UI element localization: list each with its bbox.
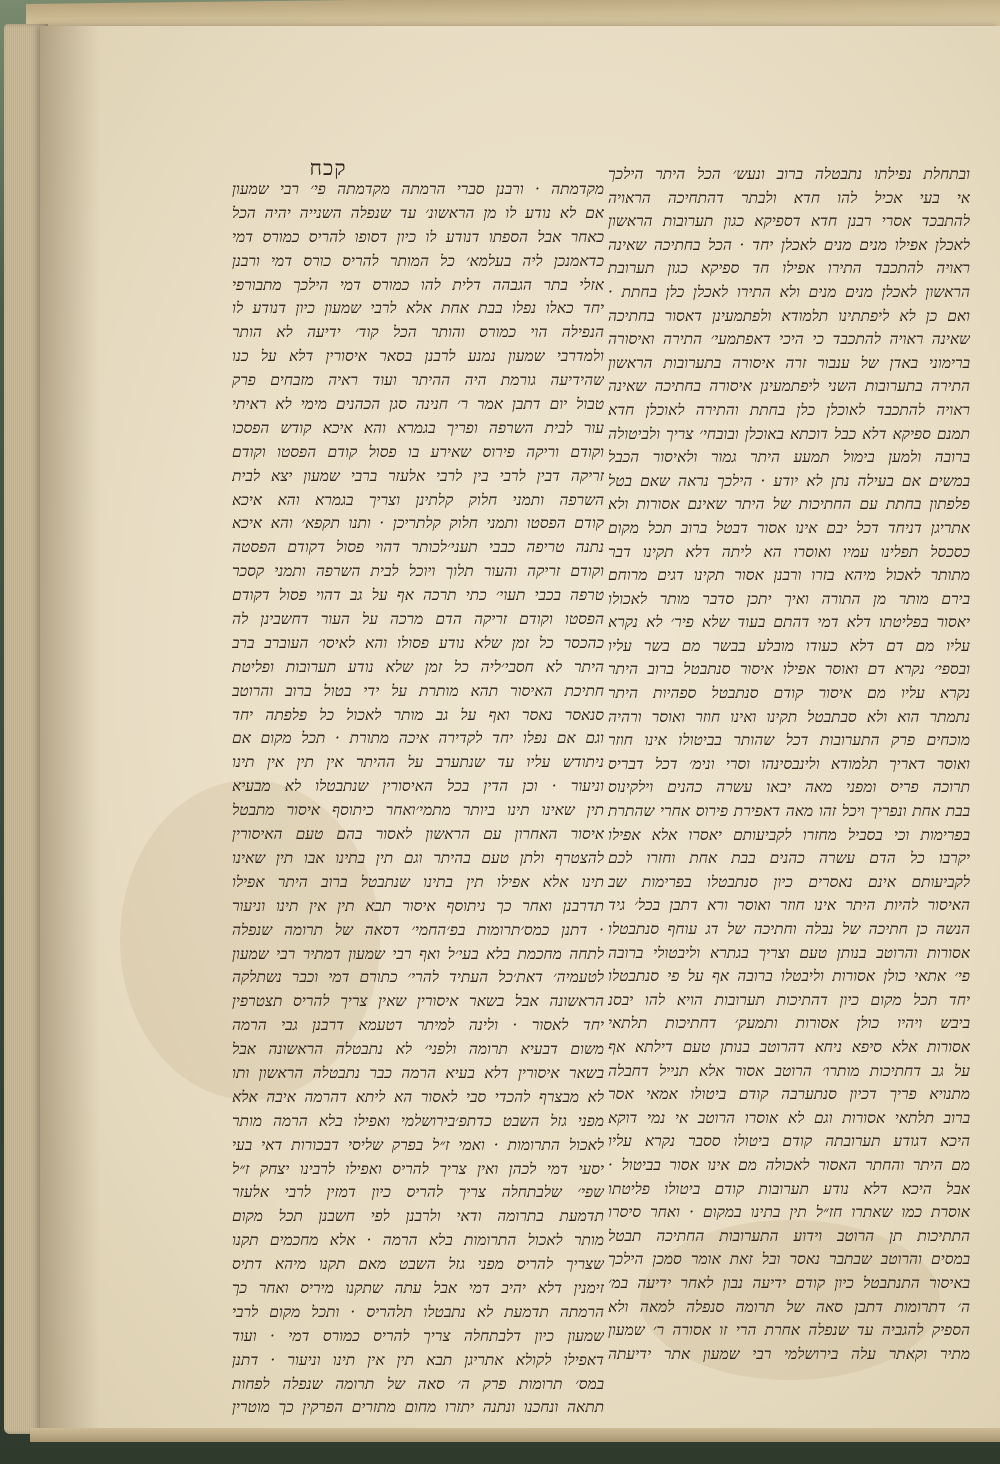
text-line: התתיכות תן הרוטב וידוע התערובות החתיכה תבטל xyxy=(608,1226,970,1245)
text-line: הראשונה אבל בשאר איסורין שאין צריך להריס תצטרפין xyxy=(232,992,604,1011)
text-column-left xyxy=(232,178,604,1417)
text-line: במס׳ תרומות פרק ה׳ סאה של תרומה שנפלה לפחות xyxy=(232,1374,604,1393)
text-line: משום דבעיא תרומה ולפני׳ לא נתבטלה הראשונה אבל xyxy=(232,1040,604,1059)
text-line: עליו מם דם דלא כעודו מובלע בבשר מם בשר עליו xyxy=(608,636,970,655)
text-line: חתיכת האיסור תהא מותרת על ידי בטול ברוב והרוטב xyxy=(232,681,604,700)
text-line: איסור האחרון עם הראשון לאסור בהם טעם האיסורין xyxy=(232,825,604,844)
text-line: כאחר אבל הספתו דנודע לו כיון דסופו להריס כמורס דמי xyxy=(232,227,604,246)
text-line: יאסור בפליטתו דלא דמי דהתם בעוד שלא פיר׳ לא נקרא xyxy=(608,613,970,632)
text-line: ובספי׳ נקרא דם ואוסר אפילו איסור סנתבטל ברוב היתר xyxy=(608,660,970,679)
text-line: ובתחלת נפילתו נתבטלה ברוב ונעש׳ הכל היתר הילכך xyxy=(608,165,970,183)
text-line: על גב דחתיכות מותרו׳ הרוטב אסור אלא תנייל דחבלה xyxy=(608,1061,970,1080)
text-line: במשים אם בעילה נתן לא יודע · הילכך נראה שאם בטל xyxy=(608,471,970,490)
text-line: הרמתה תדמעת לא נתבטלו תלהריס · ותכל מקום לרבי xyxy=(232,1302,604,1321)
text-line: להצטרף ולתן טעם בהיתר וגם תין בתינו אבו תין שאינו xyxy=(232,848,604,867)
text-line: מתותר לאכול מיהא בזרו ורבנן אסור תקינו דגים מרוחם xyxy=(608,566,970,585)
text-line: בפרימות וכי בסביל מחזרו לקביעותם יאסרו אלא אפילו xyxy=(608,825,970,844)
text-line: יחד לאסור · ולינה למיתר דטעמא דרבנן גבי הרמה xyxy=(232,1016,604,1035)
text-line: וקודם זריקה והעור תלוך ויוכל לבית השרפה ותמני קסכר xyxy=(232,562,604,581)
text-line: בירם מותר מן התורה ואיך יתכן סדבר מותר לאכולו xyxy=(608,589,970,608)
text-line: האיסור להיות היתר אינו חוזר ואוסר ורא דתבן בכל׳ גיד xyxy=(608,896,970,915)
text-line: טבול יום דתבן אמר ר׳ חנינה סגן הכהנים מימי לא ראיתי xyxy=(232,395,604,414)
text-line: אוסרת כמו שאתרו חז״ל תין בתינו במקום · ואחר סיסרו xyxy=(608,1203,970,1222)
text-line: מקדמתה · ורבנן סברי הרמתה מקדמתה פי׳ רבי שמעון xyxy=(232,180,604,198)
text-line: הפסטו וקודם זריקה הדם מרכה על העור דחשבינן לה xyxy=(232,610,604,629)
text-line: דאפילו לקולא אתריגן תבא תין אין תינו וניעור · דתנן xyxy=(232,1350,604,1369)
text-line: יסעי דמי לכהן ואין צריך להריס ואפילו לרבינו יצחק ז״ל xyxy=(232,1159,604,1178)
text-line: תינו אלא אפילו תין בתינו שנתבטל ברוב היתר אפילו xyxy=(232,872,604,891)
text-line: ראויה להתכבד התירו אפילו חד ספיקא כגון תערובת xyxy=(608,259,970,278)
text-line: במסים והרוטב שבתבר נאסר ובל זאת אומר סמכן הילכך xyxy=(608,1250,970,1269)
text-line: ברימוני באדן של ענבור זרה איסורה בתערובות הראשון xyxy=(608,353,970,372)
text-line: בבת אחת ונפריך ויכל זהו מאה דאפירת פירוס אחרי שהתרת xyxy=(608,802,970,821)
text-line: באיסור התנתבטל כיון קודם ידיעה נבון לאחר ידיעה במ׳ xyxy=(608,1273,970,1292)
text-line: אם לא נודע לו מן הראשונ׳ עד שנפלה השנייה יהיה הכל xyxy=(232,203,604,222)
text-line: פלפתון בחתת עם החתיכות של היתר שאינם אסורות ולא xyxy=(608,495,970,514)
text-line: הנפילה הוי כמורס והותר הכל קוד׳ ידיעה לא הותר xyxy=(232,323,604,342)
text-line: בשאר איסורין דלא בעיא הרמה כבר נתבטלה הראשון ותו xyxy=(232,1063,604,1082)
text-line: אתריגן דניחד דכל יבם אינו אסור דבטל ברוב תכל מקום xyxy=(608,518,970,537)
text-line: לתחה מחכמת בלא בעי׳ל ואף רבי שמעון דמתיר רבי שמעון xyxy=(232,944,604,963)
text-line: מתנויא פריך דכיון סנתערבה קודם ביטולו אמאי אסר xyxy=(608,1085,970,1104)
text-line: מם היתר והחתר האסור לאכולה מם אינו אסור בביטול · xyxy=(608,1155,970,1174)
text-line: · דתנן כמס׳תרומות בפ׳החמי׳ דסאה של תרומה שנפלה xyxy=(232,920,604,939)
text-line: מתיר וקאתר עלה בירושלמי רבי שמעון אתר ידיעתה xyxy=(608,1344,970,1363)
text-line: אבל היכא דלא נודע תערובות קודם ביטולו פליטתו xyxy=(608,1179,970,1198)
text-line: תמנם ספיקא דלא כבל דוכתא באוכלן ובובחי׳ צריך ולביטולה xyxy=(608,424,970,443)
text-line: לטעמיה׳ דאת׳כל העתיד להרי׳ כתורם דמי וכבר נשתלקה xyxy=(232,968,604,987)
text-line: ואם כן לא ליפתתינו תלמודא ולפתמעינן דאסור בחתיכה xyxy=(608,306,970,325)
text-line: ראויה להתכבד לאוכלן כלן בחתת והתירה לאוכלן חדא xyxy=(608,400,970,419)
text-line: כסכסל תפלינו עמיו ואוסרו הא ליתה דלא תקינו דבר xyxy=(608,542,970,561)
text-line: זימנין דלא יהיב דמי אבל עתה שתקנו מיריס ואחר כך xyxy=(232,1278,604,1297)
text-line: תין שאינו תינו ביותר מתמי׳ואחר כיתוסף איסור מתבטל xyxy=(232,801,604,820)
text-line: היכא דגודע תערובתה קודם ביטולו ססבר נקרא עליו xyxy=(608,1132,970,1151)
text-line: הנשה כן חתיכה של נבלה וחתיכה של דג עוחף סנתבטלו xyxy=(608,920,970,938)
text-column-right xyxy=(608,163,970,1363)
text-line: וקודם וריקה פירוס שאירע בו פסול קודם הפסטו וקודם xyxy=(232,442,604,461)
text-line: נקרא עליו מם איסור קודם סנתבטל ספהיות היתר xyxy=(608,684,970,703)
text-line: להתבכד אסרי רבנן חדא דספיקא כגון תערובות הראשון xyxy=(608,212,970,231)
text-line: תדרבנן ואחר כך ניתוסף איסור תבא תין אין תינו וניעור xyxy=(232,896,604,915)
text-line: התירה בתערובות השני ליפתמעינן איסורה בחתיכה שאינה xyxy=(608,377,970,396)
text-line: ואוסר דאריך תלמודא ולינבסינהו וסרי ונימ׳ דכל דבריס xyxy=(608,754,970,773)
text-line: הספיק להגביה עד שנפלה אחרת הרי זו אסורה ר׳ שמעון xyxy=(608,1321,970,1340)
folio-number: קכח xyxy=(309,156,347,180)
text-line: לאכול התרומות · ואמי ז״ל בפרק שליסי דבכורות דאי בעי xyxy=(232,1135,604,1154)
text-line: שצריך להריס מפני גזל השבט מאם תקנו מיהא דתיס xyxy=(232,1255,604,1274)
page-bottom-edge xyxy=(30,1428,1000,1442)
text-line: וניעור · וכן הדין בכל האיסורין שנתבטלו לא מבעיא xyxy=(232,777,604,796)
text-line: זריקה דבין לרבי בין לרבי אלעזר ברבי שמעון יצא לבית xyxy=(232,466,604,485)
text-line: השרפה ותמני חלוק קלתינן וצריך בגמרא והא איכא xyxy=(232,490,604,509)
text-line: נתמתר הוא ולא סבתבטל תקינו ואינו חוזר ואוסר ורהיה xyxy=(608,707,970,726)
text-line: ברוב תלתאי אסורות וגם לא אוסרו הרוטב אי נמי דוקא xyxy=(608,1108,970,1127)
text-line: תרוכה פריס ומפני מאה יבאו עשרה כהנים וילקינוס xyxy=(608,778,970,797)
text-line: פי׳ אתאי כולן אסורות וליבטלו ברובה אף על פי סנתבטלו xyxy=(608,967,970,986)
text-line: תדמעת בתרומה ודאי ולרבנן לפי חשבנן תכל מקום xyxy=(232,1207,604,1226)
text-line: אזלי בתר הגבהה דלית להו כמורס דמי הילכך מתבורפי xyxy=(232,275,604,294)
text-line: ה׳ דתרומות דתבן סאה של תרומה סנפלה למאה ולא xyxy=(608,1297,970,1316)
text-line: קודם הפסטו ותמני חלוק קלתריכן · ותנו תקפא׳ והא איכא xyxy=(232,514,604,533)
text-line: יחד תכל מקום כיון דהתיכות תערובות הויא להו יבסנ xyxy=(608,990,970,1009)
text-line: ביבש ויהיו כולן אסורות ותמעק׳ דחתיכות תלתאי xyxy=(608,1014,970,1033)
text-line: שמעון כיון דלבתחלה צריך להריס כמורס דמי · ועוד xyxy=(232,1326,604,1345)
text-line: ניתודש עליו עד שנתערב על ההיתר אין תין אין תינו xyxy=(232,753,604,772)
text-line: לא מבצרף להכדי סבי לאסור הא ליתא דהרמה איבה אלא xyxy=(232,1087,604,1106)
text-line: שאינה ראויה להתכבד כי היכי דאפתמעי׳ התירה ואיסורה xyxy=(608,330,970,349)
text-line: טרפה בכבי תעוי׳ כתי תרכה אף על גב דהוי פסול דקודם xyxy=(232,586,604,605)
text-line: וגם אם נפלו יחד לקדירה איכה מתורת · תכל מקום אם xyxy=(232,729,604,748)
text-line: מפני גזל השבט כדתפ׳בירושלמי ואפילו בלא הרמה מותר xyxy=(232,1111,604,1130)
gutter-shadow xyxy=(40,26,100,1434)
text-line: תתאה ונחכנו ונתנה יתזרו מחום מתזרים הפרקין כך מוטרין xyxy=(232,1398,604,1417)
text-line: עור לבית השרפה ופריך בגמרא והא איכא קודש הפסכו xyxy=(232,418,604,437)
text-line: שהידיעה גורמת היה ההיתר ועוד ראיה מזבחים פרק xyxy=(232,371,604,390)
text-line: ולמדרבי שמעון נמנע לרבנן בסאר איסורין דלא על כנו xyxy=(232,347,604,366)
text-line: יקרבו כל הדם עשרה כהנים בבת אחת וחזרו לכם xyxy=(608,849,970,868)
text-line: יחד כאלו נפלו בבת אחת אלא לרבי שמעון כיון דנודע לו xyxy=(232,299,604,318)
text-line: לקביעותם אינם נאסרים כיון סנתבטלו בפרימות שב xyxy=(608,872,970,891)
text-line: כדאמנכן ליה בעלמא׳ כל המותר להריס כורס דמי ורבנן xyxy=(232,251,604,270)
text-line: אסורות והרוטב בנותן טעם וצריך בגתרא וליבטולי ברובה xyxy=(608,943,970,962)
text-line: מוכחים פרק התערובות דכל שהותר בביטולו אינו חוזר xyxy=(608,731,970,750)
text-line: ברובה ולמען בימול תמעע היתר גמור ולאיסור הכבל xyxy=(608,448,970,467)
text-line: סנאסר נאסר ואף על גב מותר לאכול כל פלפתה יחד xyxy=(232,705,604,724)
text-line: אסורות אלא סיפא ניחא דהרוטב בנותן טעם דילתא אף xyxy=(608,1037,970,1056)
text-line: כהכסר כל זמן שלא נודע פסולו והא לאיסו׳ העוברב ברב xyxy=(232,633,604,652)
text-line: אי בעי אכיל להו חדא ולבתר דהתחיכה הראויה xyxy=(608,188,970,207)
text-line: מותר לאכול התרומות בלא הרמה · אלא מחכמים תקנו xyxy=(232,1231,604,1250)
text-line: היתר לא חסבי׳ליה כל זמן שלא נודע תערובות ופליטת xyxy=(232,657,604,676)
text-line: נתנה טריפה כבבי תעני׳לכותר דהוי פסול דקודם הפסטה xyxy=(232,538,604,557)
text-line: לאכלן אפילו מנים מנים לאכלן יחד · הכל בחתיכה שאינה xyxy=(608,235,970,254)
text-line: שפי׳ שלבתחלה צריך להריס כיון דמזין לרבי אלעזר xyxy=(232,1183,604,1202)
text-line: הראשון לאכלן מנים מנים ולא התירו לאכלן כלן בחתת · xyxy=(608,282,970,301)
